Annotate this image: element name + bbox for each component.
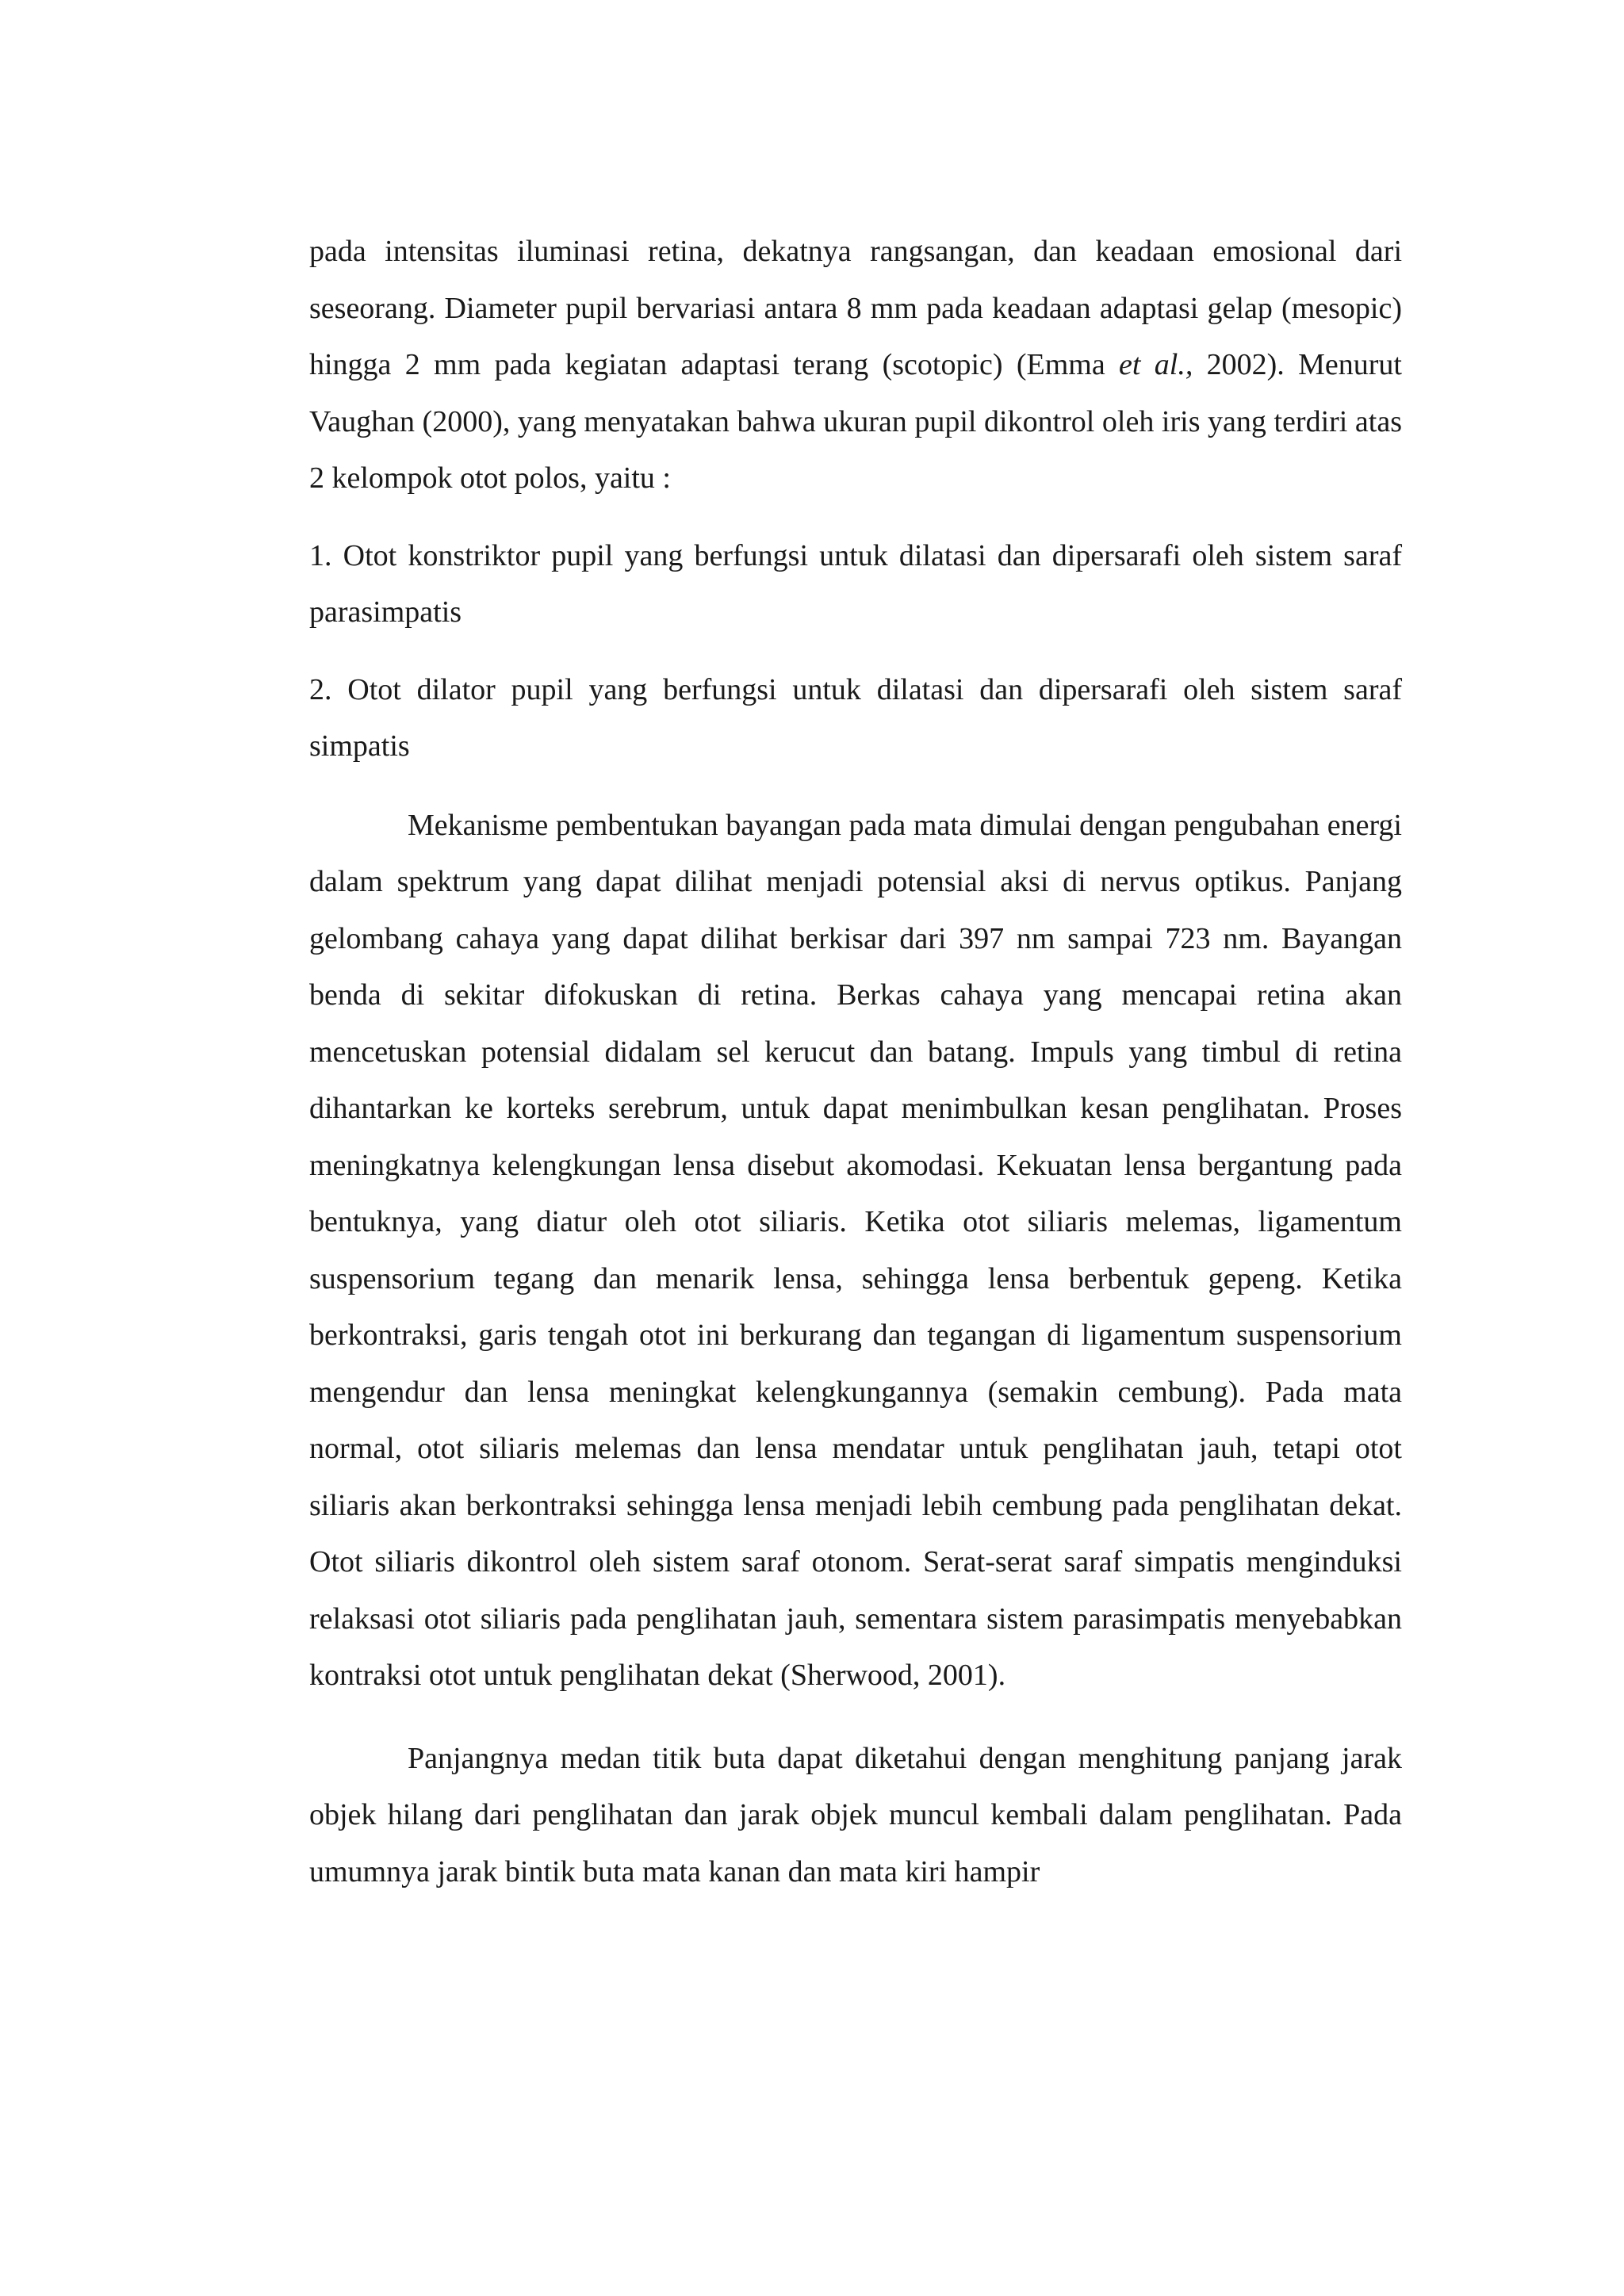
list-item-dilator: 2. Otot dilator pupil yang berfungsi untuk dilatasi dan dipersarafi oleh sistem saraf simpatis xyxy=(309,672,1402,763)
opening-paragraph xyxy=(309,224,1402,507)
opening-paragraph-text-start: pada intensitas iluminasi retina, dekatnya rangsangan, dan keadaan emosional dari seseorang. Diameter pupil bervariasi antara 8 mm pada keadaan adaptasi gelap (mesopic) hingga 2 mm pada kegiatan adaptasi terang (scotopic) (Emma xyxy=(309,235,1402,381)
document-body xyxy=(309,224,1402,1900)
list-item-constrictor: 1. Otot konstriktor pupil yang berfungsi untuk dilatasi dan dipersarafi oleh sistem saraf parasimpatis xyxy=(309,538,1402,629)
blind-spot-paragraph: Panjangnya medan titik buta dapat diketahui dengan menghitung panjang jarak objek hilang dari penglihatan dan jarak objek muncul kembali dalam penglihatan. Pada umumnya jarak bintik buta mata kanan dan mata kiri hampir xyxy=(309,1741,1402,1888)
citation-et-al: et al., xyxy=(1119,348,1193,381)
mechanism-paragraph: Mekanisme pembentukan bayangan pada mata dimulai dengan pengubahan energi dalam spektrum yang dapat dilihat menjadi potensial aksi di nervus optikus. Panjang gelombang cahaya yang dapat dilihat berkisar dari 397 nm sampai 723 nm. Bayangan benda di sekitar difokuskan di retina. Berkas cahaya yang mencapai retina akan mencetuskan potensial didalam sel kerucut dan batang. Impuls yang timbul di retina dihantarkan ke korteks serebrum, untuk dapat menimbulkan kesan penglihatan. Proses meningkatnya kelengkungan lensa disebut akomodasi. Kekuatan lensa bergantung pada bentuknya, yang diatur oleh otot siliaris. Ketika otot siliaris melemas, ligamentum suspensorium tegang dan menarik lensa, sehingga lensa berbentuk gepeng. Ketika berkontraksi, garis tengah otot ini berkurang dan tegangan di ligamentum suspensorium mengendur dan lensa meningkat kelengkungannya (semakin cembung). Pada mata normal, otot siliaris melemas dan lensa mendatar untuk penglihatan jauh, tetapi otot siliaris akan berkontraksi sehingga lensa menjadi lebih cembung pada penglihatan dekat. Otot siliaris dikontrol oleh sistem saraf otonom. Serat-serat saraf simpatis menginduksi relaksasi otot siliaris pada penglihatan jauh, sementara sistem parasimpatis menyebabkan kontraksi otot untuk penglihatan dekat (Sherwood, 2001). xyxy=(309,808,1402,1692)
opening-paragraph-text-end: 2002). Menurut Vaughan (2000), yang menyatakan bahwa ukuran pupil dikontrol oleh iris yang terdiri atas 2 kelompok otot polos, yaitu : xyxy=(309,348,1402,495)
